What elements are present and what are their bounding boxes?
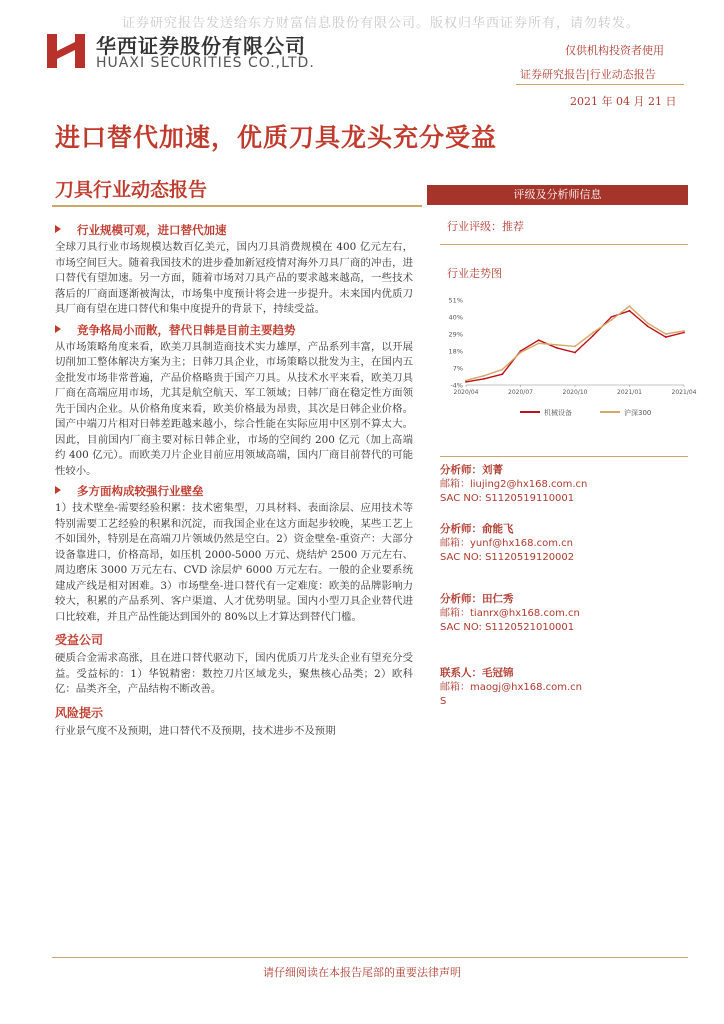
analyst-block [440,463,690,506]
company-name-en: HUAXI SECURITIES CO.,LTD. [96,55,315,71]
sidebar-header: 评级及分析师信息 [427,185,688,205]
x-tick-label: 2020/10 [562,389,588,396]
analyst-name: 分析师：俞能飞 [440,523,514,535]
y-tick-label: 7% [452,364,463,373]
x-tick-label: 2020/07 [508,389,533,396]
analyst-email[interactable]: 邮箱：yunf@hx168.com.cn [440,538,574,549]
analyst-sac: SAC NO: S1120519120002 [440,552,575,563]
data-point [501,369,503,371]
legend-label: 机械设备 [544,409,572,417]
data-point [574,352,576,354]
data-point [610,316,612,318]
section-heading: 多方面构成较强行业壁垒 [55,482,413,500]
triangle-bullet-icon [55,225,61,233]
report-type: 证券研究报告|行业动态报告 [520,68,656,81]
report-date: 2021 年 04 月 21 日 [570,95,677,108]
section-heading: 行业规模可观，进口替代加速 [55,221,413,239]
industry-trend-chart [440,290,697,430]
y-tick-label: -4% [450,381,463,390]
data-point [538,342,540,344]
data-point [629,310,631,312]
data-point [647,325,649,327]
series-line-2 [466,306,684,380]
risk-heading: 风险提示 [55,705,104,720]
data-point [647,322,649,324]
sidebar-divider [440,456,688,457]
contact-name: 联系人：毛冠锦 [440,667,514,679]
section-body: 1）技术壁垒-需要经验积累：技术密集型，刀具材料、表面涂层、应用技术等特别需要工艺经验的积累和沉淀，而我国企业在这方面起步较晚，某些工艺上不如国外，特别是在高端刀片领域仍然是空白。2）资金壁垒-重资产：大部分设备靠进口，价格高昂，如压机 2000-5000 万元、烧结炉 2500 万元左右、周边磨床 3000 万元左右、CVD 涂层炉 6000 万元左右。一般的企业要系统建成产线是相对困难。3）市场壁垒-进口替代有一定难度：欧美的品牌影响力较大，积累的产品系列、客户渠道、人才优势明显。国内小型刀具企业替代进口比较难，并且产品性能达到国外的 80%以上才算达到替代门槛。 [55,502,413,623]
section-heading: 竞争格局小而散，替代日韩是目前主要趋势 [55,321,413,339]
x-tick-label: 2021/01 [617,389,642,396]
data-point [610,319,612,321]
data-point [665,333,667,335]
data-point [683,332,685,334]
header-divider [516,84,684,85]
company-name-cn: 华西证券股份有限公司 [96,34,306,58]
analyst-sac: SAC NO: S1120519110001 [440,493,575,504]
main-content [55,218,413,739]
watermark: 证券研究报告发送给东方财富信息股份有限公司。版权归华西证券所有，请勿转发。 [122,16,641,31]
sidebar-divider [440,244,688,245]
y-tick-label: 29% [448,330,463,339]
analyst-sac: SAC NO: S1120521010001 [440,622,575,633]
data-point [556,344,558,346]
data-point [483,378,485,380]
data-point [556,347,558,349]
legend-label: 沪深300 [624,409,652,417]
data-point [465,379,467,381]
analyst-name: 分析师：田仁秀 [440,593,514,605]
data-point [592,332,594,334]
analyst-email[interactable]: 邮箱：tianrx@hx168.com.cn [440,608,580,619]
data-point [592,335,594,337]
contact-block [440,666,690,709]
data-point [629,305,631,307]
triangle-bullet-icon [55,325,61,333]
data-point [538,339,540,341]
x-tick-label: 2021/04 [671,389,697,396]
contact-sac: S [440,696,447,707]
contact-email[interactable]: 邮箱：maogj@hx168.com.cn [440,682,583,693]
report-subtitle: 刀具行业动态报告 [55,179,208,201]
beneficiary-heading: 受益公司 [55,633,104,647]
beneficiary-body: 硬质合金需求高涨，且在进口替代驱动下，国内优质刀片龙头企业有望充分受益。受益标的：1）华锐精密：数控刀片区域龙头，聚焦核心品类；2）欧科亿：品类齐全，产品结构不断改善。 [55,652,413,695]
data-point [483,375,485,377]
industry-rating: 行业评级：推荐 [447,220,524,233]
audience-note: 仅供机构投资者使用 [565,44,664,57]
data-point [574,345,576,347]
data-point [683,330,685,332]
legal-notice: 请仔细阅读在本报告尾部的重要法律声明 [263,966,461,979]
analyst-block [440,592,690,635]
report-title: 进口替代加速，优质刀具龙头充分受益 [55,123,498,152]
y-tick-label: 18% [448,347,463,356]
footer-divider [52,957,688,958]
company-logo-mark [45,30,87,72]
analyst-block [440,522,690,565]
section-body: 从市场策略角度来看，欧美刀具制造商技术实力雄厚，产品系列丰富，以开展切削加工整体解决方案为主；日韩刀具企业，市场策略以批发为主，在国内五金批发市场非常普遍，产品价格略贵于国产刀具。从技术水平来看，欧美刀具厂商在高端应用市场，尤其是航空航天、军工领域；日韩厂商在稳定性方面领先于国内企业。从价格角度来看，欧美价格最为昂贵，其次是日韩企业价格。国产中端刀片相对日韩差距越来越小，综合性能在实际应用中区别不算太大。因此，目前国内厂商主要对标日韩企业，市场的空间约 200 亿元（加上高端约 400 亿元）。而欧美刀片企业目前应用领域高端，国内厂商目前替代的可能性较小。 [55,340,413,477]
analyst-name: 分析师：刘菁 [440,464,503,476]
risk-body: 行业景气度不及预期，进口替代不及预期，技术进步不及预期 [55,724,336,737]
x-tick-label: 2020/04 [453,389,479,396]
data-point [520,352,522,354]
section-body: 全球刀具行业市场规模达数百亿美元，国内刀具消费规模在 400 亿元左右，市场空间巨大。随着我国技术的进步叠加新冠疫情对海外刀具厂商的冲击，进口替代有望加速。另一方面，随着市场对刀具产品的要求越来越高，一些技术落后的厂商面逐渐被淘汰，市场集中度预计将会进一步提升。未来国内优质刀具厂商有望在进口替代和集中度提升的背景下，持续受益。 [55,241,413,315]
triangle-bullet-icon [55,486,61,494]
title-divider [52,205,422,207]
data-point [465,381,467,383]
y-tick-label: 40% [448,313,463,322]
data-point [665,336,667,338]
y-tick-label: 51% [448,296,463,305]
data-point [501,373,503,375]
chart-title: 行业走势图 [447,267,502,280]
analyst-email[interactable]: 邮箱：liujing2@hx168.com.cn [440,479,588,490]
